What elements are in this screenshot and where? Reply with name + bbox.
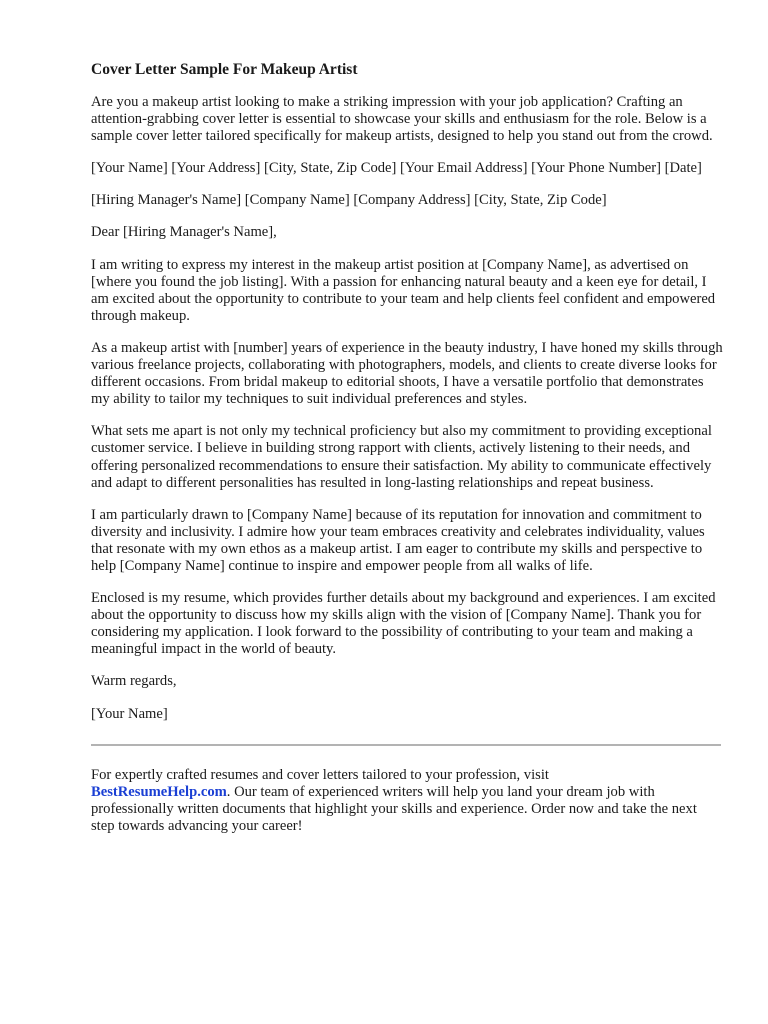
bestresumehelp-link[interactable]: BestResumeHelp.com <box>91 783 227 800</box>
footer-divider <box>91 744 721 746</box>
footer-intro-text: For expertly crafted resumes and cover letters tailored to your profession, visit <box>91 766 549 783</box>
footer-promo <box>91 767 723 835</box>
body-paragraph-service: What sets me apart is not only my technical proficiency but also my commitment to providing exceptional customer service. I believe in building strong rapport with clients, actively listening to their needs, and offering personalized recommendations to ensure their satisfaction. My ability to communicate effectively and adapt to different personalities has resulted in long-lasting relationships and repeat business. <box>91 423 712 491</box>
signature-name: [Your Name] <box>91 705 168 722</box>
sign-off: Warm regards, <box>91 673 177 690</box>
document-title: Cover Letter Sample For Makeup Artist <box>91 61 358 78</box>
salutation: Dear [Hiring Manager's Name], <box>91 224 277 241</box>
intro-paragraph: Are you a makeup artist looking to make a striking impression with your job application? Crafting an attention-grabbing cover letter is essential to showcase your skills and enthusiasm for the role. Below is a sample cover letter tailored specifically for makeup artists, designed to help you stand out from the crowd. <box>91 94 713 145</box>
body-paragraph-closing: Enclosed is my resume, which provides further details about my background and experiences. I am excited about the opportunity to discuss how my skills align with the vision of [Company Name]. Thank you for considering my application. I look forward to the possibility of contributing to your team and making a meaningful impact in the world of beauty. <box>91 590 716 658</box>
body-paragraph-experience: As a makeup artist with [number] years of experience in the beauty industry, I have honed my skills through various freelance projects, collaborating with photographers, models, and clients to create diverse looks for different occasions. From bridal makeup to editorial shoots, I have a versatile portfolio that demonstrates my ability to tailor my techniques to suit individual preferences and styles. <box>91 339 723 408</box>
recipient-address: [Hiring Manager's Name] [Company Name] [Company Address] [City, State, Zip Code] <box>91 192 607 209</box>
sender-address: [Your Name] [Your Address] [City, State, Zip Code] [Your Email Address] [Your Phone Number] [Date] <box>91 160 702 177</box>
body-paragraph-interest: I am writing to express my interest in the makeup artist position at [Company Name], as advertised on [where you found the job listing]. With a passion for enhancing natural beauty and a keen eye for detail, I am excited about the opportunity to contribute to your team and help clients feel confident and empowered through makeup. <box>91 256 716 324</box>
footer-outro-text: . Our team of experienced writers will help you land your dream job with professionally written documents that highlight your skills and experience. Order now and take the next step towards advancing your career! <box>91 783 697 834</box>
document-page <box>91 60 723 835</box>
body-paragraph-company: I am particularly drawn to [Company Name] because of its reputation for innovation and commitment to diversity and inclusivity. I admire how your team embraces creativity and celebrates individuality, values that resonate with my own ethos as a makeup artist. I am eager to contribute my skills and perspective to help [Company Name] continue to inspire and empower people from all walks of life. <box>91 506 705 574</box>
